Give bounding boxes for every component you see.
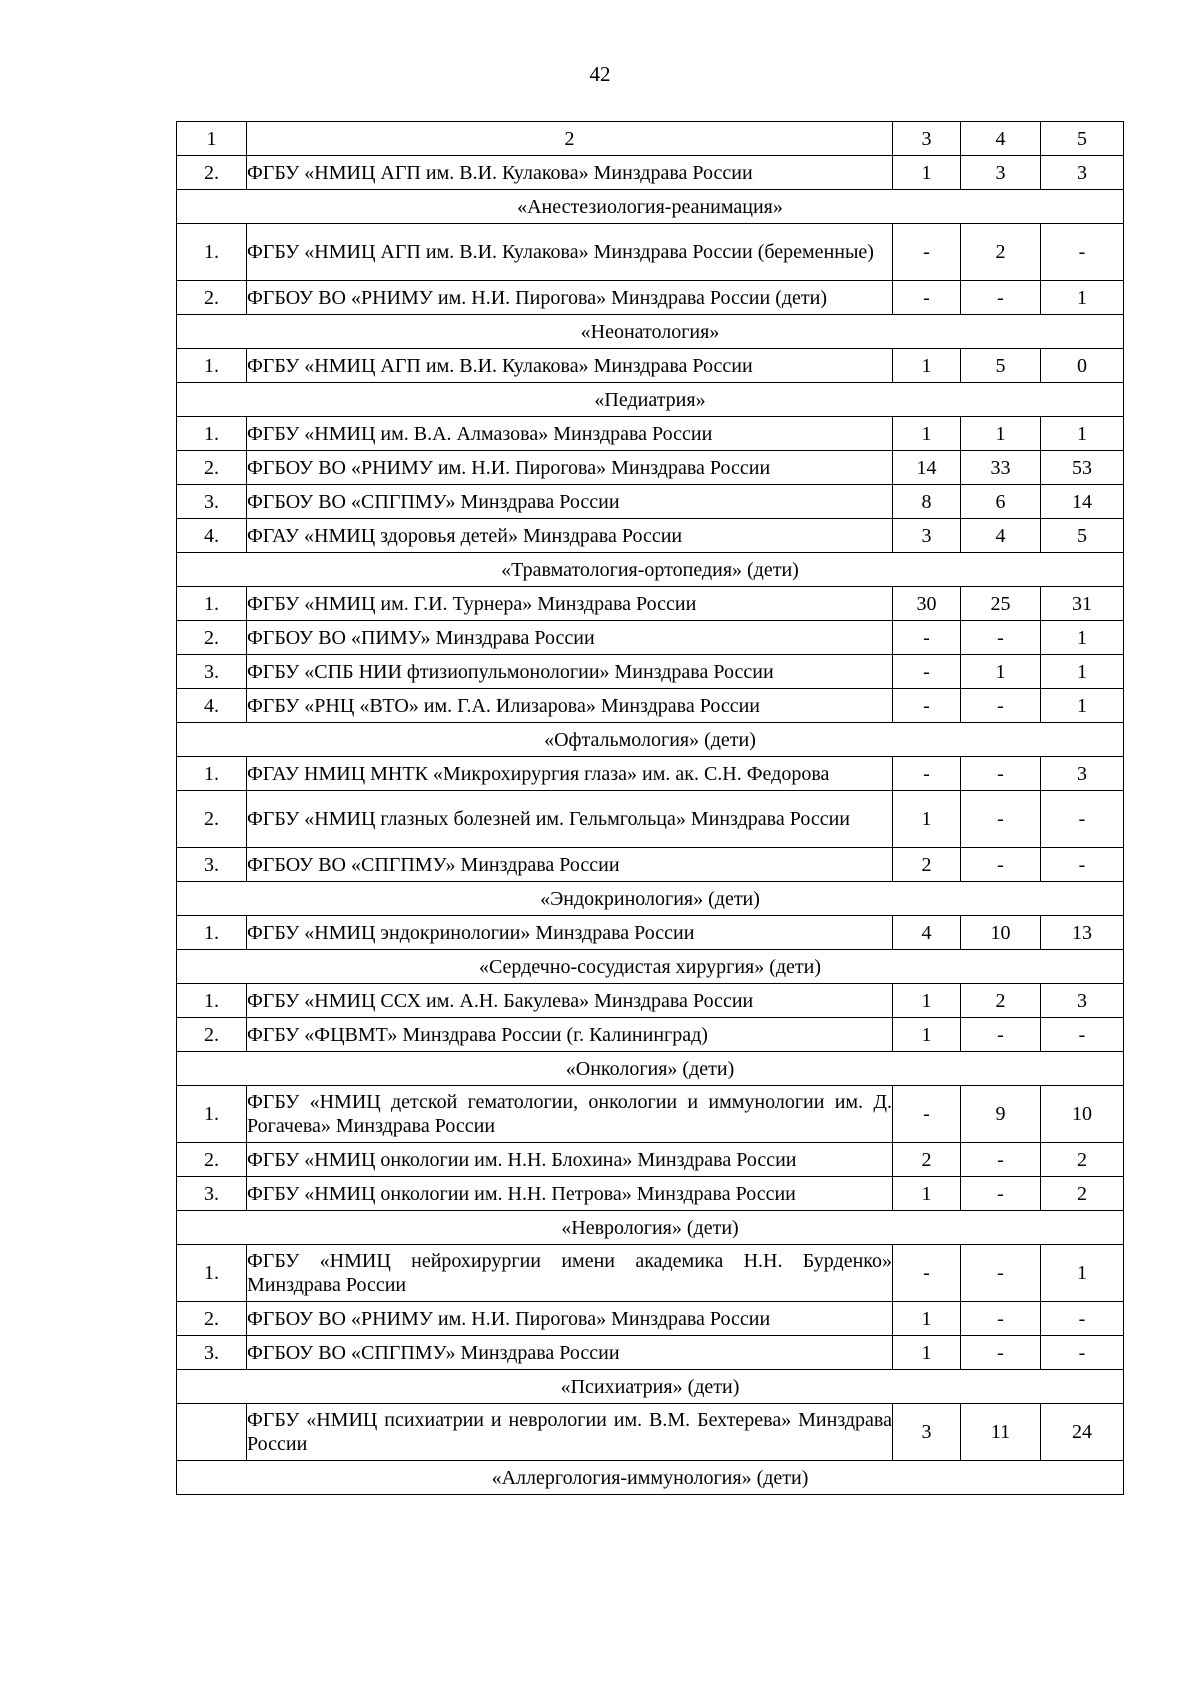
table-row <box>177 1143 1124 1177</box>
table-row <box>177 916 1124 950</box>
section-title: «Анестезиология-реанимация» <box>177 190 1124 224</box>
table-row <box>177 156 1124 190</box>
table-row <box>177 621 1124 655</box>
value-col-3: 1 <box>893 1018 961 1052</box>
value-col-4: - <box>961 848 1041 882</box>
value-col-5: 13 <box>1041 916 1124 950</box>
value-col-5: 1 <box>1041 655 1124 689</box>
table-row <box>177 1302 1124 1336</box>
header-row <box>177 122 1124 156</box>
institution-name: ФГБУ «СПБ НИИ фтизиопульмонологии» Минздрава России <box>247 655 893 689</box>
value-col-4: 3 <box>961 156 1041 190</box>
institution-name: ФГБОУ ВО «ПИМУ» Минздрава России <box>247 621 893 655</box>
value-col-3: 8 <box>893 485 961 519</box>
section-title: «Сердечно-сосудистая хирургия» (дети) <box>177 950 1124 984</box>
row-number: 2. <box>177 1018 247 1052</box>
section-row <box>177 553 1124 587</box>
institution-name: ФГБУ «НМИЦ глазных болезней им. Гельмгольца» Минздрава России <box>247 791 893 848</box>
value-col-4: 10 <box>961 916 1041 950</box>
value-col-4: - <box>961 1336 1041 1370</box>
section-row <box>177 1052 1124 1086</box>
row-number: 2. <box>177 281 247 315</box>
value-col-4: - <box>961 1177 1041 1211</box>
row-number: 3. <box>177 848 247 882</box>
institution-name: ФГАУ «НМИЦ здоровья детей» Минздрава России <box>247 519 893 553</box>
section-row <box>177 1461 1124 1495</box>
section-title: «Неврология» (дети) <box>177 1211 1124 1245</box>
institution-name: ФГБУ «НМИЦ онкологии им. Н.Н. Блохина» Минздрава России <box>247 1143 893 1177</box>
value-col-5: 14 <box>1041 485 1124 519</box>
row-number: 1. <box>177 417 247 451</box>
row-number: 1. <box>177 587 247 621</box>
value-col-5: 2 <box>1041 1177 1124 1211</box>
value-col-5: 0 <box>1041 349 1124 383</box>
value-col-5: 3 <box>1041 984 1124 1018</box>
value-col-4: - <box>961 281 1041 315</box>
value-col-5: - <box>1041 1302 1124 1336</box>
value-col-3: 3 <box>893 1404 961 1461</box>
table-row <box>177 485 1124 519</box>
section-row <box>177 383 1124 417</box>
institution-name: ФГБУ «НМИЦ им. Г.И. Турнера» Минздрава России <box>247 587 893 621</box>
table-row <box>177 689 1124 723</box>
value-col-5: 1 <box>1041 689 1124 723</box>
value-col-3: 14 <box>893 451 961 485</box>
value-col-4: 33 <box>961 451 1041 485</box>
value-col-3: - <box>893 1086 961 1143</box>
value-col-3: - <box>893 1245 961 1302</box>
value-col-5: 2 <box>1041 1143 1124 1177</box>
value-col-5: 3 <box>1041 757 1124 791</box>
value-col-4: - <box>961 757 1041 791</box>
institution-name: ФГБОУ ВО «СПГПМУ» Минздрава России <box>247 848 893 882</box>
value-col-5: 1 <box>1041 281 1124 315</box>
value-col-3: - <box>893 224 961 281</box>
value-col-3: 1 <box>893 1177 961 1211</box>
table-row <box>177 1336 1124 1370</box>
institution-name: ФГБУ «НМИЦ им. В.А. Алмазова» Минздрава России <box>247 417 893 451</box>
section-title: «Травматология-ортопедия» (дети) <box>177 553 1124 587</box>
institution-name: ФГБУ «НМИЦ психиатрии и неврологии им. В.М. Бехтерева» Минздрава России <box>247 1404 893 1461</box>
value-col-3: 1 <box>893 349 961 383</box>
value-col-5: - <box>1041 1018 1124 1052</box>
value-col-3: 1 <box>893 1336 961 1370</box>
value-col-4: 2 <box>961 224 1041 281</box>
table-row <box>177 451 1124 485</box>
value-col-3: 1 <box>893 417 961 451</box>
row-number: 2. <box>177 156 247 190</box>
row-number: 1. <box>177 1086 247 1143</box>
institution-name: ФГБУ «РНЦ «ВТО» им. Г.А. Илизарова» Минздрава России <box>247 689 893 723</box>
institution-name: ФГБУ «НМИЦ АГП им. В.И. Кулакова» Минздрава России <box>247 349 893 383</box>
row-number: 1. <box>177 757 247 791</box>
row-number: 1. <box>177 984 247 1018</box>
header-cell-5: 5 <box>1041 122 1124 156</box>
table-row <box>177 1177 1124 1211</box>
table-row <box>177 349 1124 383</box>
row-number: 2. <box>177 1143 247 1177</box>
institution-name: ФГБОУ ВО «СПГПМУ» Минздрава России <box>247 485 893 519</box>
table-row <box>177 1018 1124 1052</box>
value-col-4: - <box>961 621 1041 655</box>
section-row <box>177 882 1124 916</box>
institution-name: ФГБУ «ФЦВМТ» Минздрава России (г. Калининград) <box>247 1018 893 1052</box>
section-row <box>177 1370 1124 1404</box>
row-number: 3. <box>177 485 247 519</box>
value-col-4: 5 <box>961 349 1041 383</box>
table-row <box>177 519 1124 553</box>
row-number <box>177 1404 247 1461</box>
value-col-3: - <box>893 621 961 655</box>
value-col-3: 30 <box>893 587 961 621</box>
institution-name: ФГБОУ ВО «РНИМУ им. Н.И. Пирогова» Минздрава России <box>247 451 893 485</box>
value-col-3: 1 <box>893 1302 961 1336</box>
value-col-4: - <box>961 1143 1041 1177</box>
section-title: «Офтальмология» (дети) <box>177 723 1124 757</box>
row-number: 1. <box>177 349 247 383</box>
value-col-4: 1 <box>961 417 1041 451</box>
value-col-5: 5 <box>1041 519 1124 553</box>
row-number: 4. <box>177 519 247 553</box>
section-title: «Онкология» (дети) <box>177 1052 1124 1086</box>
table-row <box>177 587 1124 621</box>
header-cell-3: 3 <box>893 122 961 156</box>
section-row <box>177 1211 1124 1245</box>
section-title: «Психиатрия» (дети) <box>177 1370 1124 1404</box>
page-number: 42 <box>589 62 611 86</box>
value-col-3: 1 <box>893 984 961 1018</box>
row-number: 3. <box>177 655 247 689</box>
section-row <box>177 950 1124 984</box>
table-row <box>177 655 1124 689</box>
table-row <box>177 1086 1124 1143</box>
value-col-3: 4 <box>893 916 961 950</box>
institution-name: ФГАУ НМИЦ МНТК «Микрохирургия глаза» им. ак. С.Н. Федорова <box>247 757 893 791</box>
table-row <box>177 757 1124 791</box>
institution-name: ФГБУ «НМИЦ ССХ им. А.Н. Бакулева» Минздрава России <box>247 984 893 1018</box>
institution-name: ФГБОУ ВО «РНИМУ им. Н.И. Пирогова» Минздрава России (дети) <box>247 281 893 315</box>
value-col-4: 9 <box>961 1086 1041 1143</box>
institution-name: ФГБУ «НМИЦ нейрохирургии имени академика Н.Н. Бурденко» Минздрава России <box>247 1245 893 1302</box>
value-col-5: - <box>1041 1336 1124 1370</box>
value-col-4: - <box>961 1245 1041 1302</box>
row-number: 1. <box>177 916 247 950</box>
table-row <box>177 848 1124 882</box>
section-title: «Неонатология» <box>177 315 1124 349</box>
value-col-5: - <box>1041 224 1124 281</box>
row-number: 3. <box>177 1336 247 1370</box>
value-col-4: 25 <box>961 587 1041 621</box>
row-number: 2. <box>177 451 247 485</box>
institution-name: ФГБУ «НМИЦ онкологии им. Н.Н. Петрова» Минздрава России <box>247 1177 893 1211</box>
row-number: 1. <box>177 224 247 281</box>
institution-name: ФГБУ «НМИЦ АГП им. В.И. Кулакова» Минздрава России (беременные) <box>247 224 893 281</box>
table-row <box>177 984 1124 1018</box>
section-row <box>177 315 1124 349</box>
value-col-5: 1 <box>1041 1245 1124 1302</box>
section-row <box>177 723 1124 757</box>
value-col-4: 2 <box>961 984 1041 1018</box>
row-number: 4. <box>177 689 247 723</box>
institution-name: ФГБУ «НМИЦ эндокринологии» Минздрава России <box>247 916 893 950</box>
value-col-3: 1 <box>893 791 961 848</box>
value-col-3: 2 <box>893 1143 961 1177</box>
table-row <box>177 1404 1124 1461</box>
value-col-4: - <box>961 1302 1041 1336</box>
table-row <box>177 224 1124 281</box>
value-col-3: - <box>893 655 961 689</box>
header-cell-2: 2 <box>247 122 893 156</box>
institution-name: ФГБУ «НМИЦ детской гематологии, онкологии и иммунологии им. Д. Рогачева» Минздрава России <box>247 1086 893 1143</box>
value-col-5: - <box>1041 848 1124 882</box>
section-title: «Педиатрия» <box>177 383 1124 417</box>
value-col-4: - <box>961 1018 1041 1052</box>
value-col-5: 31 <box>1041 587 1124 621</box>
value-col-4: 11 <box>961 1404 1041 1461</box>
table-row <box>177 417 1124 451</box>
section-title: «Аллергология-иммунология» (дети) <box>177 1461 1124 1495</box>
value-col-3: 3 <box>893 519 961 553</box>
row-number: 1. <box>177 1245 247 1302</box>
value-col-3: - <box>893 689 961 723</box>
institutions-table <box>176 121 1124 1495</box>
value-col-5: 1 <box>1041 417 1124 451</box>
row-number: 2. <box>177 1302 247 1336</box>
table-row <box>177 1245 1124 1302</box>
section-row <box>177 190 1124 224</box>
value-col-3: 1 <box>893 156 961 190</box>
value-col-4: - <box>961 791 1041 848</box>
value-col-3: 2 <box>893 848 961 882</box>
value-col-4: 1 <box>961 655 1041 689</box>
value-col-5: 1 <box>1041 621 1124 655</box>
value-col-5: - <box>1041 791 1124 848</box>
header-cell-4: 4 <box>961 122 1041 156</box>
value-col-4: - <box>961 689 1041 723</box>
value-col-3: - <box>893 757 961 791</box>
table-row <box>177 791 1124 848</box>
table-row <box>177 281 1124 315</box>
value-col-5: 53 <box>1041 451 1124 485</box>
institution-name: ФГБОУ ВО «РНИМУ им. Н.И. Пирогова» Минздрава России <box>247 1302 893 1336</box>
value-col-4: 6 <box>961 485 1041 519</box>
value-col-3: - <box>893 281 961 315</box>
header-cell-1: 1 <box>177 122 247 156</box>
value-col-5: 24 <box>1041 1404 1124 1461</box>
value-col-5: 3 <box>1041 156 1124 190</box>
institution-name: ФГБОУ ВО «СПГПМУ» Минздрава России <box>247 1336 893 1370</box>
row-number: 2. <box>177 791 247 848</box>
value-col-4: 4 <box>961 519 1041 553</box>
row-number: 2. <box>177 621 247 655</box>
institution-name: ФГБУ «НМИЦ АГП им. В.И. Кулакова» Минздрава России <box>247 156 893 190</box>
row-number: 3. <box>177 1177 247 1211</box>
value-col-5: 10 <box>1041 1086 1124 1143</box>
section-title: «Эндокринология» (дети) <box>177 882 1124 916</box>
